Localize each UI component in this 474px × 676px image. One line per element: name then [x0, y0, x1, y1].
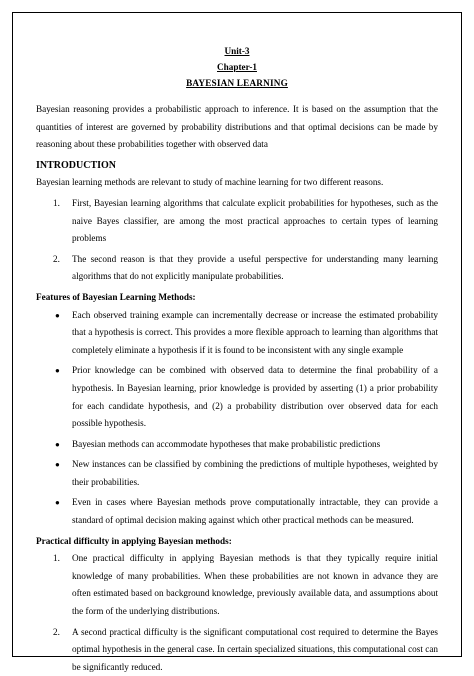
introduction-list: [36, 195, 438, 286]
list-number: 2.: [53, 253, 60, 264]
list-item: [36, 307, 438, 360]
introduction-text: Bayesian learning methods are relevant to study of machine learning for two different reasons.: [36, 177, 384, 188]
bullet-icon: ●: [55, 366, 60, 376]
difficulty-heading: Practical difficulty in applying Bayesian methods:: [36, 535, 232, 546]
list-item-text: One practical difficulty in applying Bayesian methods is that they typically require initial knowledge of many probabilities. When these probabilities are not known in advance they are often estimated based on background knowledge, previously available data, and assumptions about the form of the underlying distributions.: [72, 553, 438, 617]
chapter-label: Chapter-1: [217, 62, 257, 72]
list-number: 2.: [53, 626, 60, 637]
list-item: [36, 456, 438, 491]
difficulty-list: [36, 550, 438, 676]
list-item-text: Each observed training example can incrementally decrease or increase the estimated probability that a hypothesis is correct. This provides a more flexible approach to learning than algorithms that completely eliminate a hypothesis if it is found to be inconsistent with any single example: [72, 309, 438, 355]
page-title: BAYESIAN LEARNING: [186, 78, 288, 88]
list-item: [36, 195, 438, 248]
list-item-text: Prior knowledge can be combined with observed data to determine the final probability of a hypothesis. In Bayesian learning, prior knowledge is provided by asserting (1) a prior probability for each candidate hypothesis, and (2) a probability distribution over observed data for each possible hypothesis.: [72, 365, 438, 429]
bullet-icon: ●: [55, 439, 60, 449]
unit-label: Unit-3: [224, 46, 250, 56]
features-heading: Features of Bayesian Learning Methods:: [36, 291, 196, 302]
list-item: [36, 436, 438, 454]
document-page: [12, 12, 462, 672]
list-number: 1.: [53, 197, 60, 208]
bullet-icon: ●: [55, 310, 60, 320]
list-item-text: A second practical difficulty is the significant computational cost required to determine the Bayes optimal hypothesis in the general case. In certain specialized situations, this computational cost can be significantly reduced.: [72, 626, 438, 672]
features-list: [36, 307, 438, 530]
list-item-text: The second reason is that they provide a useful perspective for understanding many learning algorithms that do not explicitly manipulate probabilities.: [72, 253, 438, 282]
list-item: [36, 362, 438, 432]
list-item: [36, 494, 438, 529]
list-item-text: New instances can be classified by combining the predictions of multiple hypotheses, weighted by their probabilities.: [72, 459, 438, 487]
list-item-text: Even in cases where Bayesian methods prove computationally intractable, they can provide a standard of optimal decision making against which other practical methods can be measured.: [72, 497, 438, 526]
intro-paragraph: Bayesian reasoning provides a probabilistic approach to inference. It is based on the assumption that the quantities of interest are governed by probability distributions and that optimal decisions can be made by reasoning about these probabilities together with observed data: [36, 104, 438, 150]
bullet-icon: ●: [55, 460, 60, 470]
list-number: 1.: [53, 553, 60, 564]
list-item: [36, 251, 438, 286]
list-item: [36, 550, 438, 620]
bullet-icon: ●: [55, 498, 60, 508]
list-item-text: First, Bayesian learning algorithms that calculate explicit probabilities for hypotheses, such as the naive Bayes classifier, are among the most practical approaches to certain types of learning problems: [72, 197, 438, 244]
list-item: [36, 624, 438, 676]
list-item-text: Bayesian methods can accommodate hypotheses that make probabilistic predictions: [72, 438, 381, 449]
introduction-heading: INTRODUCTION: [36, 159, 117, 171]
